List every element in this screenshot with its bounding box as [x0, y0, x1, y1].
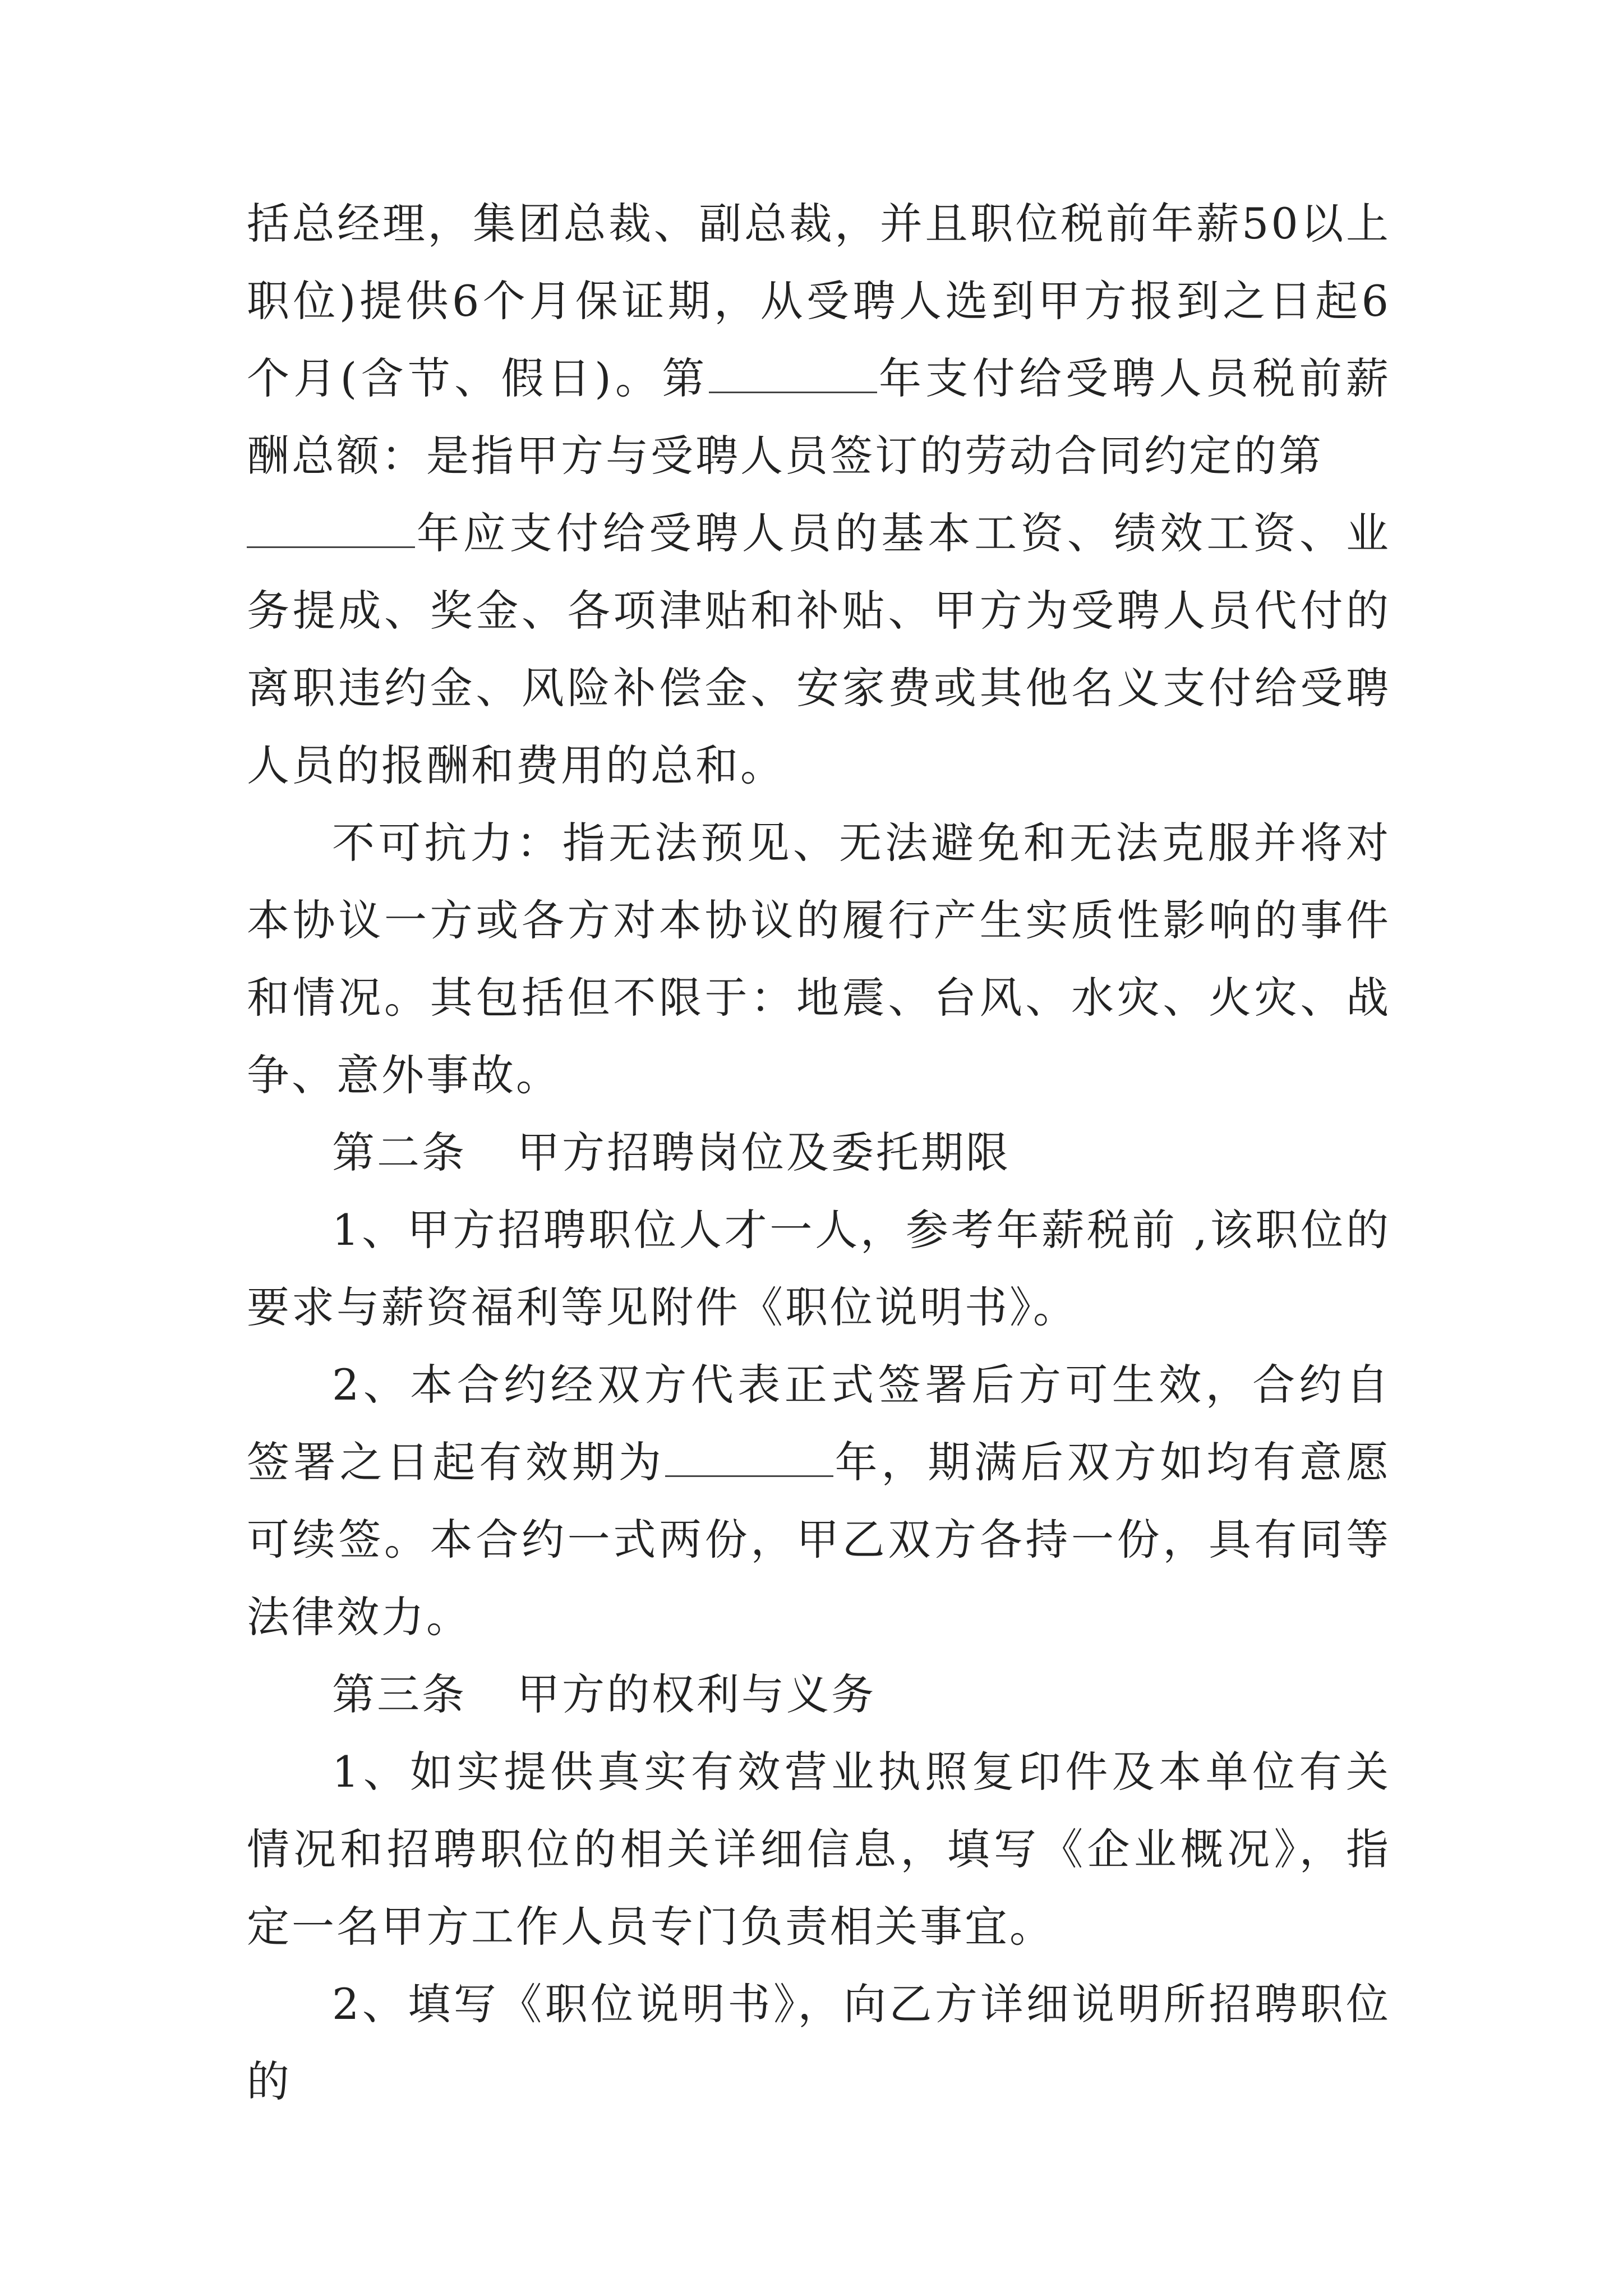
- paragraph-force-majeure: 不可抗力：指无法预见、无法避免和无法克服并将对本协议一方或各方对本协议的履行产生实质性影响的事件和情况。其包括但不限于：地震、台风、水灾、火灾、战争、意外事故。: [247, 818, 1391, 1100]
- paragraph-text: 年应支付给受聘人员的基本工资、绩效工资、业务提成、奖金、各项津贴和补贴、甲方为受聘人员代付的离职违约金、风险补偿金、安家费或其他名义支付给受聘人员的报酬和费用的总和。: [247, 508, 1391, 790]
- fill-blank-validity-years[interactable]: [665, 1442, 833, 1477]
- fill-blank-year[interactable]: [709, 358, 877, 393]
- paragraph-text: 括总经理，集团总裁、副总裁，并且职位税前年薪50以上职位)提供6个月保证期，从受聘人选到甲方报到之日起6个月(含节、假日)。第: [247, 199, 1391, 403]
- paragraph-text: 年，期满后双方如均有意愿可续签。本合约一式两份，甲乙双方各持一份，具有同等法律效力。: [247, 1437, 1391, 1642]
- paragraph-text: 年支付给受聘人员税前薪酬总额：是指甲方与受聘人员签订的劳动合同约定的第: [247, 353, 1391, 481]
- article-heading-3: [247, 1656, 1391, 1733]
- paragraph-guarantee-definition: [247, 185, 1391, 804]
- paragraph-article-3-item-1: 1、如实提供真实有效营业执照复印件及本单位有关情况和招聘职位的相关详细信息，填写《企业概况》，指定一名甲方工作人员专门负责相关事宜。: [247, 1747, 1391, 1952]
- article-label: 第三条: [332, 1669, 467, 1719]
- document-body: [247, 185, 1391, 2120]
- paragraph-article-2-item-2: [247, 1346, 1391, 1656]
- fill-blank-year[interactable]: [247, 513, 415, 548]
- paragraph-article-3-item-2: 2、填写《职位说明书》，向乙方详细说明所招聘职位的: [247, 1979, 1391, 2106]
- article-label: 第二条: [332, 1128, 467, 1177]
- paragraph-text: 2、本合约经双方代表正式签署后方可生效，合约自签署之日起有效期为: [247, 1360, 1391, 1487]
- paragraph-article-2-item-1: 1、甲方招聘职位人才一人，参考年薪税前 ,该职位的要求与薪资福利等见附件《职位说明书》。: [247, 1205, 1391, 1332]
- article-title: 甲方招聘岗位及委托期限: [517, 1128, 1011, 1177]
- article-heading-2: [247, 1114, 1391, 1191]
- article-title: 甲方的权利与义务: [517, 1669, 876, 1719]
